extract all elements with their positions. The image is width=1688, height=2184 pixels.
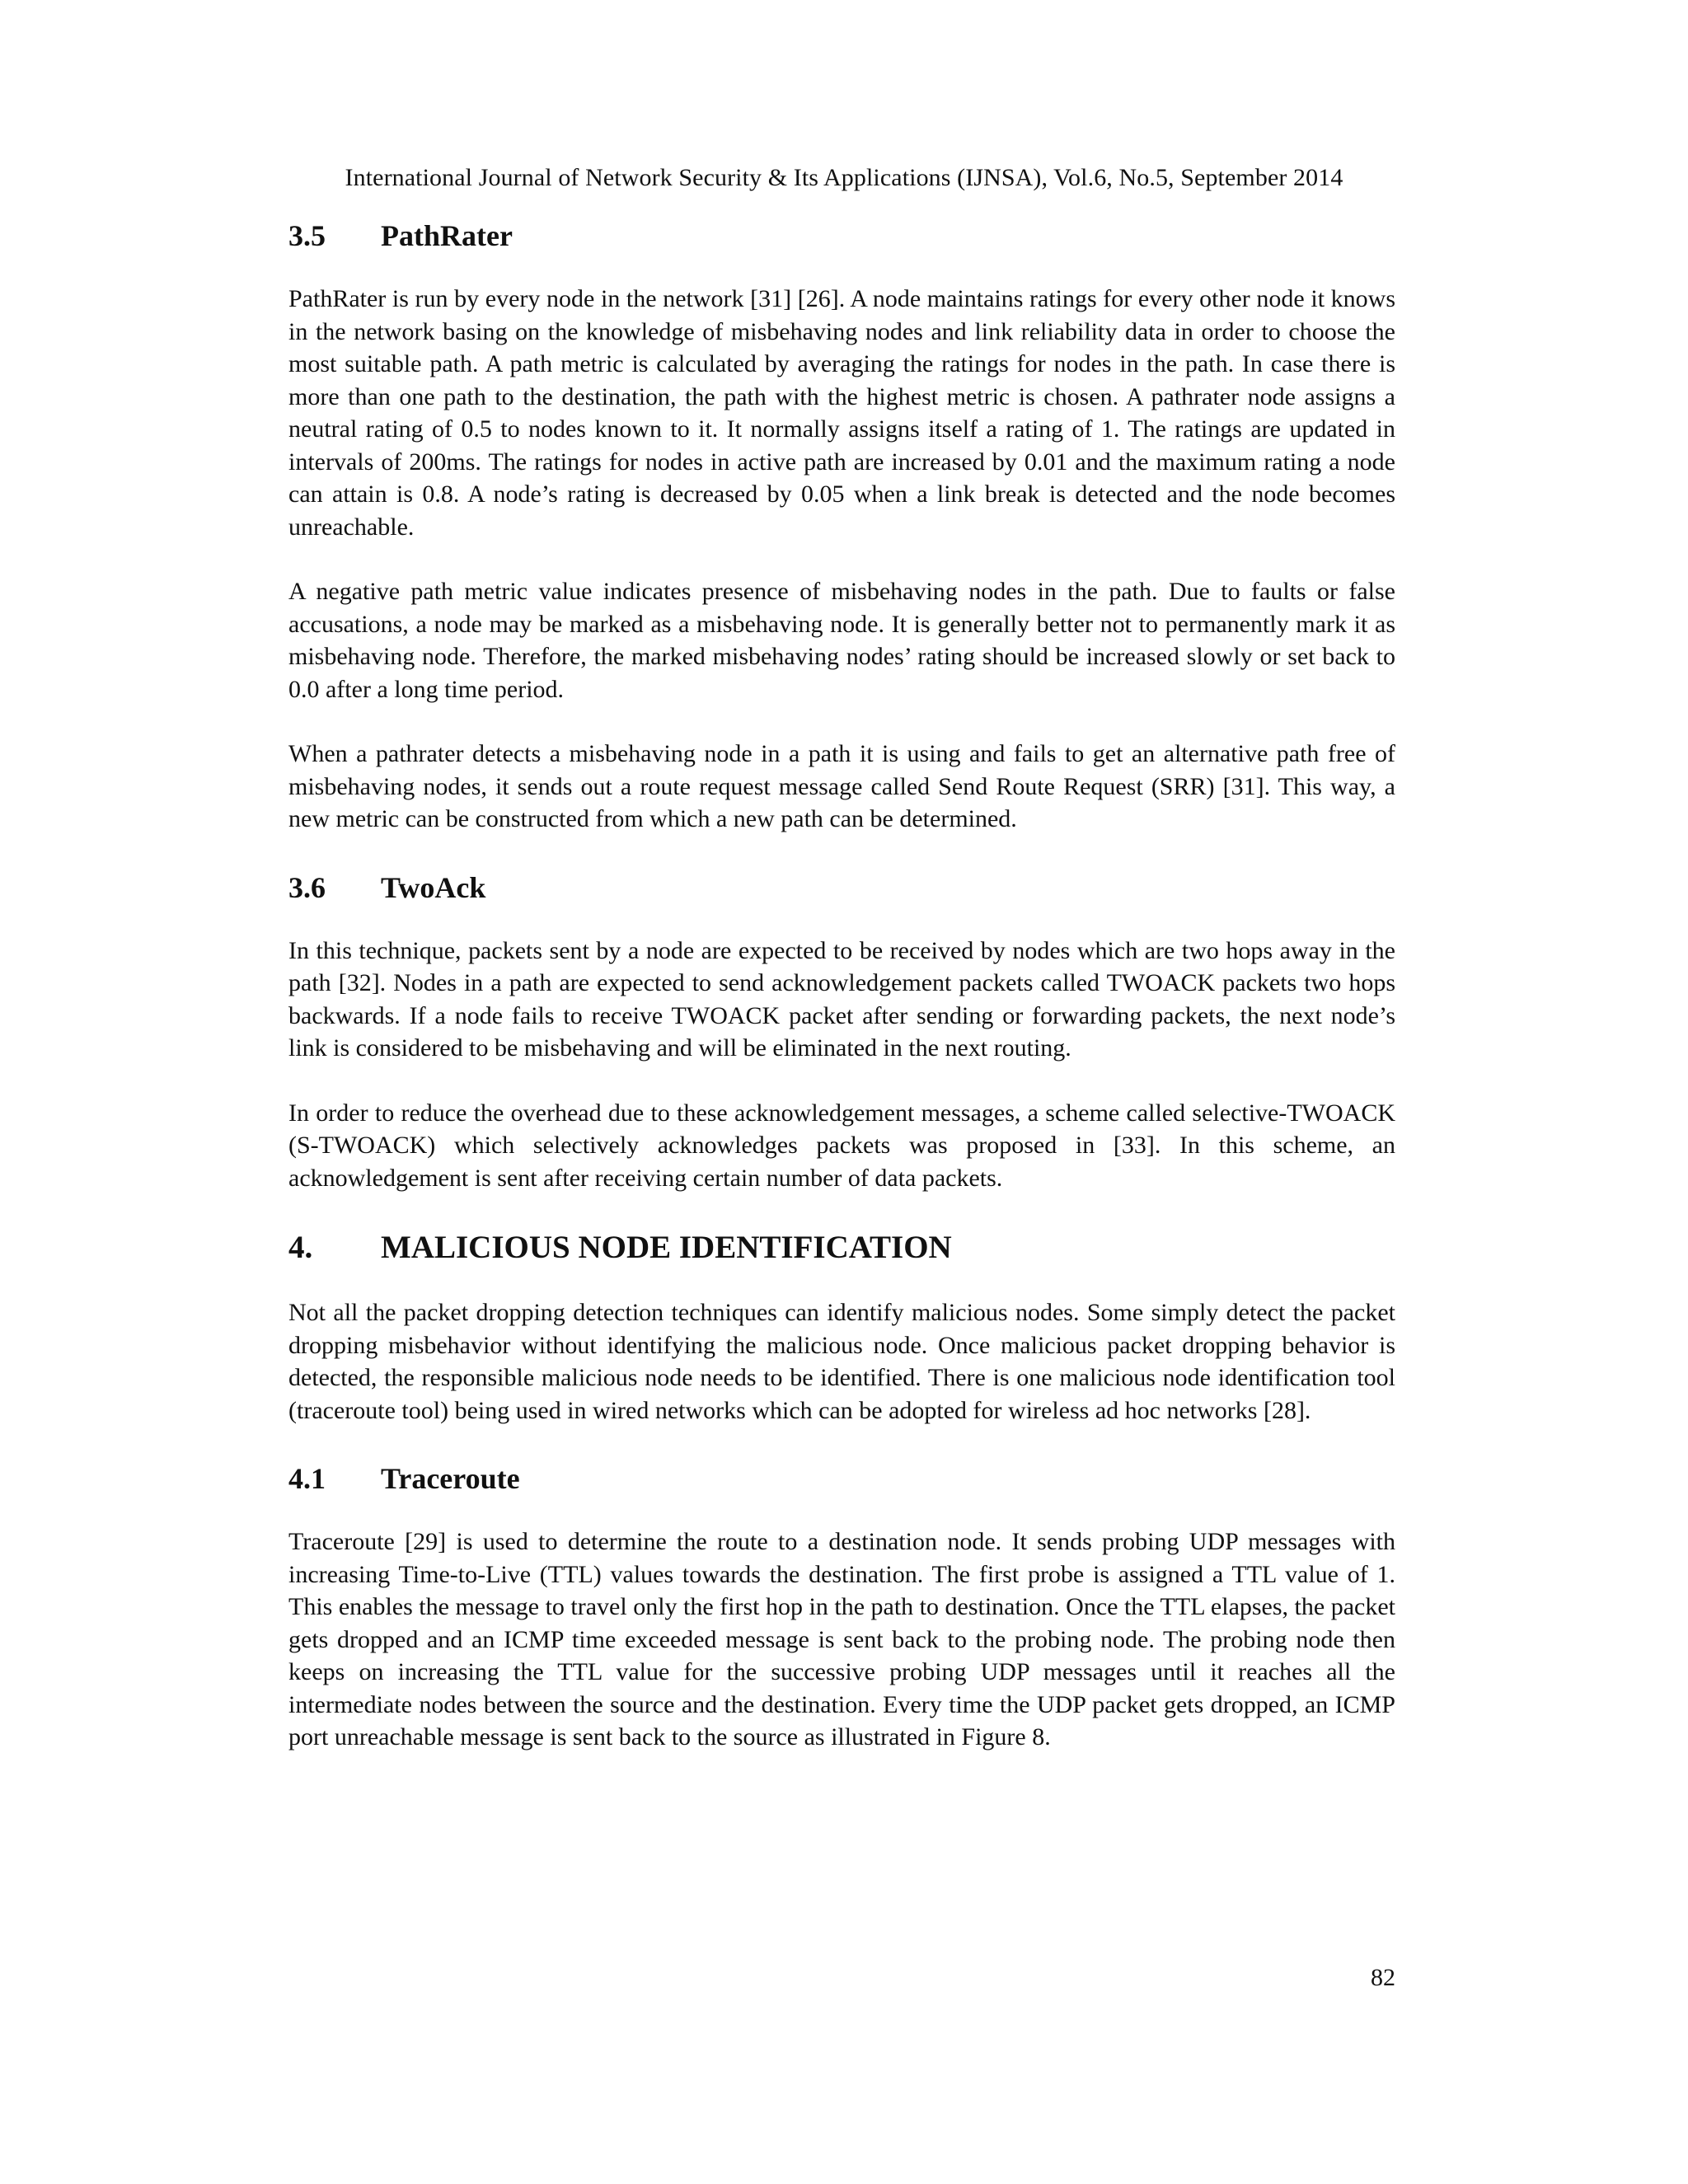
section-number: 4.: [288, 1230, 313, 1265]
paragraph: In this technique, packets sent by a node are expected to be received by nodes which are two hops away in the path [32]. Nodes in a path are expected to send acknowledgement packets called TWOACK packets two hops backwards. If a node fails to receive TWOACK packet after sending or forwarding packets, the next node’s link is considered to be misbehaving and will be eliminated in the next routing.: [288, 936, 1395, 1062]
running-header: International Journal of Network Security & Its Applications (IJNSA), Vol.6, No.5, September 2014: [345, 164, 1343, 191]
section-title: MALICIOUS NODE IDENTIFICATION: [381, 1230, 952, 1265]
section-title: Traceroute: [381, 1462, 520, 1495]
section-number: 4.1: [288, 1462, 326, 1495]
section-title: TwoAck: [381, 870, 486, 904]
section-heading-4: [288, 1226, 1395, 1269]
section-number: 3.6: [288, 870, 326, 904]
page-body: [288, 216, 1395, 1786]
paragraph: In order to reduce the overhead due to these acknowledgement messages, a scheme called selective-TWOACK (S-TWOACK) which selectively acknowledges packets was proposed in [33]. In this scheme, an acknowledgement is sent after receiving certain number of data packets.: [288, 1099, 1395, 1192]
section-heading-3-6: [288, 868, 1395, 907]
paragraph: Traceroute [29] is used to determine the route to a destination node. It sends probing UDP messages with increasing Time-to-Live (TTL) values towards the destination. The first probe is assigned a TTL value of 1. This enables the message to travel only the first hop in the path to destination. Once the TTL elapses, the packet gets dropped and an ICMP time exceeded message is sent back to the probing node. The probing node then keeps on increasing the TTL value for the successive probing UDP messages until it reaches all the intermediate nodes between the source and the destination. Every time the UDP packet gets dropped, an ICMP port unreachable message is sent back to the source as illustrated in Figure 8.: [288, 1528, 1395, 1750]
section-title: PathRater: [381, 219, 513, 252]
section-heading-4-1: [288, 1459, 1395, 1498]
paragraph: Not all the packet dropping detection techniques can identify malicious nodes. Some simply detect the packet dropping misbehavior without identifying the malicious node. Once malicious packet dropping behavior is detected, the responsible malicious node needs to be identified. There is one malicious node identification tool (traceroute tool) being used in wired networks which can be adopted for wireless ad hoc networks [28].: [288, 1299, 1395, 1424]
paragraph: PathRater is run by every node in the network [31] [26]. A node maintains ratings for every other node it knows in the network basing on the knowledge of misbehaving nodes and link reliability data in order to choose the most suitable path. A path metric is calculated by averaging the ratings for nodes in the path. In case there is more than one path to the destination, the path with the highest metric is chosen. A pathrater node assigns a neutral rating of 0.5 to nodes known to it. It normally assigns itself a rating of 1. The ratings are updated in intervals of 200ms. The ratings for nodes in active path are increased by 0.01 and the maximum rating a node can attain is 0.8. A node’s rating is decreased by 0.05 when a link break is detected and the node becomes unreachable.: [288, 285, 1395, 541]
paragraph: A negative path metric value indicates presence of misbehaving nodes in the path. Due to faults or false accusations, a node may be marked as a misbehaving node. It is generally better not to permanently mark it as misbehaving node. Therefore, the marked misbehaving nodes’ rating should be increased slowly or set back to 0.0 after a long time period.: [288, 578, 1395, 703]
paragraph: When a pathrater detects a misbehaving node in a path it is using and fails to get an alternative path free of misbehaving nodes, it sends out a route request message called Send Route Request (SRR) [31]. This way, a new metric can be constructed from which a new path can be determined.: [288, 740, 1395, 832]
section-number: 3.5: [288, 219, 326, 252]
section-heading-3-5: [288, 216, 1395, 255]
page-number: 82: [1371, 1964, 1395, 1991]
